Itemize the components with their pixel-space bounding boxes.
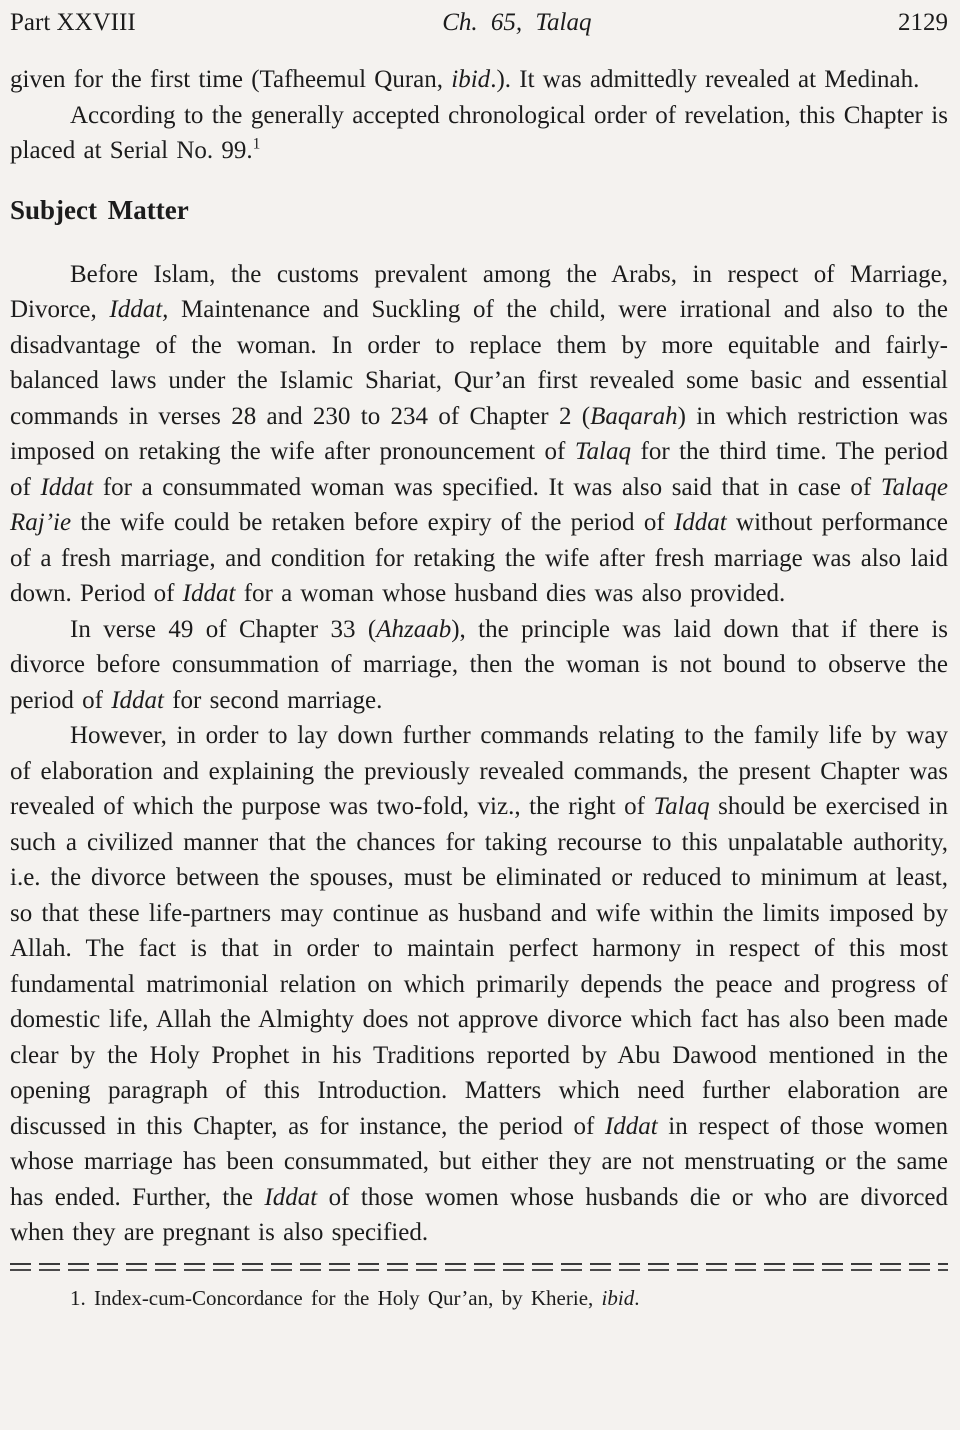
part-label: Part XXVIII: [10, 9, 136, 36]
page-number: 2129: [898, 9, 948, 36]
footnote: 1. Index-cum-Concordance for the Holy Qur’an, by Kherie, ibid.: [70, 1285, 640, 1310]
chapter-title: Ch. 65, Talaq: [442, 9, 592, 36]
page-header: [10, 8, 948, 38]
section-heading: Subject Matter: [10, 194, 189, 225]
paragraph: However, in order to lay down further commands relating to the family life by way of elaboration and explaining the previously revealed commands, the present Chapter was revealed of which the purpose was two-fold, viz., the right of Talaq should be exercised in such a civilized manner that the chances for taking recourse to this unpalatable authority, i.e. the divorce between the spouses, must be eliminated or reduced to minimum at least, so that these life-partners may continue as husband and wife within the limits imposed by Allah. The fact is that in order to maintain perfect harmony in respect of this most fundamental matrimonial relation on which primarily depends the peace and progress of domestic life, Allah the Almighty does not approve divorce which fact has also been made clear by the Holy Prophet in his Traditions reported by Abu Dawood mentioned in the opening paragraph of this Introduction. Matters which need further elaboration are discussed in this Chapter, as for instance, the period of Iddat in respect of those women whose marriage has been consummated, but either they are not menstruating or the same has ended. Further, the Iddat of those women whose husbands die or who are divorced when they are pregnant is also specified.: [10, 722, 949, 1246]
paragraph: In verse 49 of Chapter 33 (Ahzaab), the principle was laid down that if there is divorce before consummation of marriage, then the woman is not bound to observe the period of Iddat for second marriage.: [10, 615, 948, 714]
body-text: [10, 62, 948, 1251]
paragraph: given for the first time (Tafheemul Quran, ibid.). It was admittedly revealed at Medinah.: [10, 66, 920, 93]
paragraph: Before Islam, the customs prevalent among the Arabs, in respect of Marriage, Divorce, Iddat, Maintenance and Suckling of the child, were irrational and also to the disadvantage of the woman. In order to replace them by more equitable and fairly-balanced laws under the Islamic Shariat, Qur’an first revealed some basic and essential commands in verses 28 and 230 to 234 of Chapter 2 (Baqarah) in which restriction was imposed on retaking the wife after pronouncement of Talaq for the third time. The period of Iddat for a consummated woman was specified. It was also said that in case of Talaqe Raj’ie the wife could be retaken before expiry of the period of Iddat without performance of a fresh marriage, and condition for retaking the wife after fresh marriage was also laid down. Period of Iddat for a woman whose husband dies was also provided.: [10, 260, 949, 607]
footnote-separator: [10, 1263, 948, 1271]
paragraph: According to the generally accepted chronological order of revelation, this Chapter is placed at Serial No. 99.$^1$: [10, 101, 948, 164]
